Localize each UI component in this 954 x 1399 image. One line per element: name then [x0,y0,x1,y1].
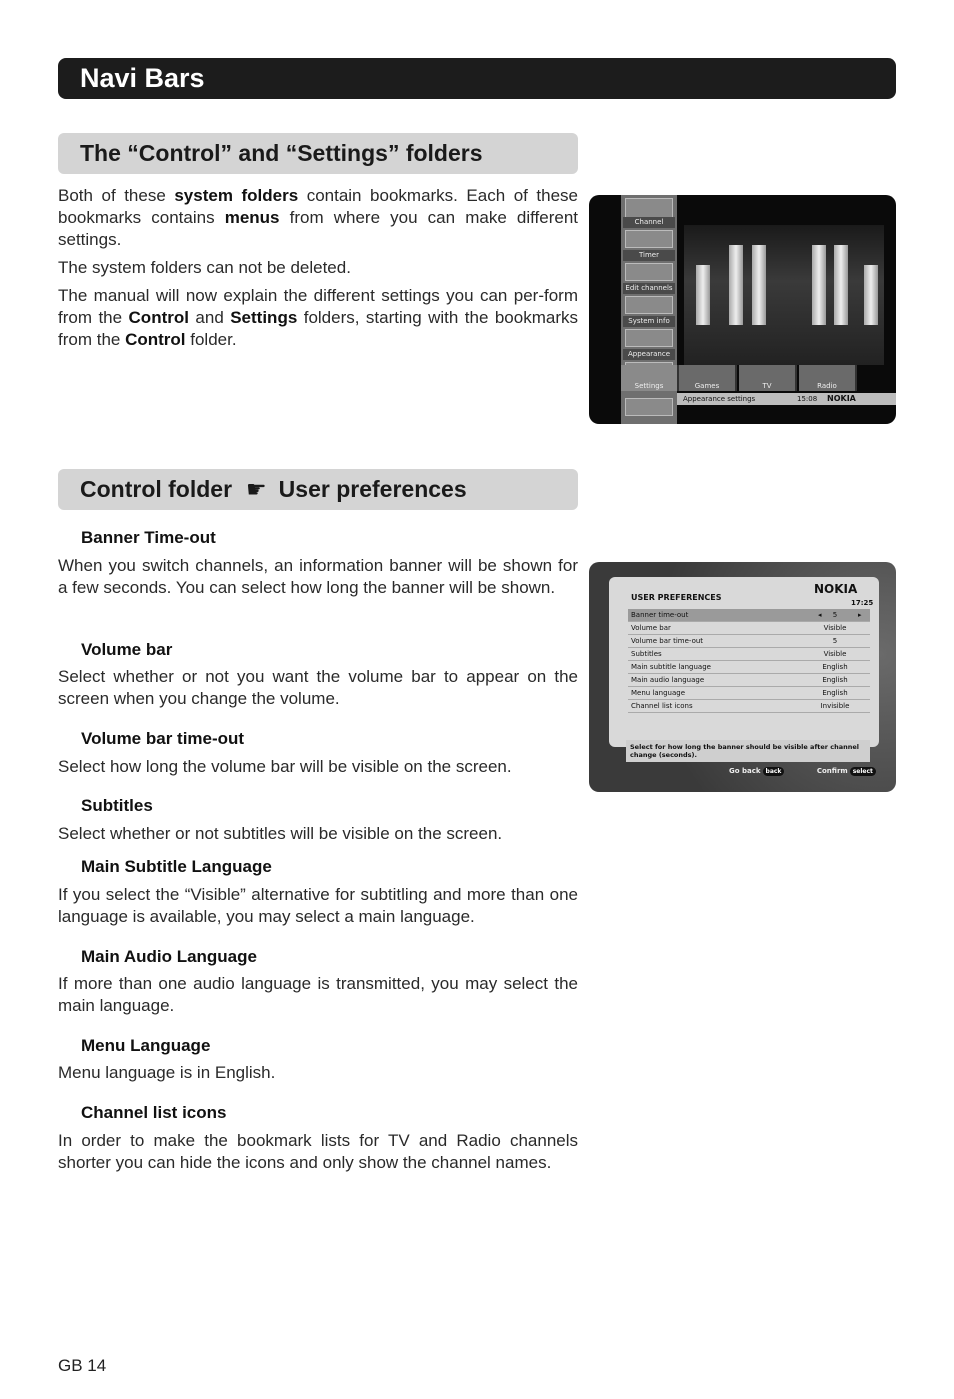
subheading-subtitles: Subtitles [81,796,153,815]
nokia-logo: NOKIA [814,582,858,596]
page-title-bar [58,58,896,99]
tab-radio: Radio [799,365,857,391]
arrow-left-icon: ◂ [818,611,822,619]
user-preferences-screenshot [589,562,896,792]
explain-paragraph: The manual will now explain the different settings you can per-form from the Control and Settings folders, starting with the bookmarks from the Control folder. [58,286,578,349]
screenshot-button-bar [729,767,879,781]
paragraph-main-subtitle-language: If you select the “Visible” alternative for subtitling and more than one language is available, you may select a main language. [58,885,578,926]
sidebar-appearance-label: Appearance [623,349,675,360]
info-icon [625,329,673,347]
preferences-heading: USER PREFERENCES [631,593,722,602]
paragraph-volume-bar-timeout: Select how long the volume bar will be visible on the screen. [58,757,512,776]
nokia-logo: NOKIA [827,394,856,403]
pref-row: Menu language English [628,687,870,700]
tab-settings: Settings [621,365,679,391]
arrow-right-icon: ▸ [858,611,862,619]
paragraph-menu-language: Menu language is in English. [58,1063,276,1082]
subheading-main-subtitle-language: Main Subtitle Language [81,857,272,876]
confirm-label: Confirm [816,767,848,775]
section-heading-bar-2 [58,469,578,510]
section-heading-user-prefs: Control folder ☛ User preferences [80,476,467,502]
section-heading-folders: The “Control” and “Settings” folders [80,140,483,166]
tab-games: Games [679,365,737,391]
settings-icon [625,398,673,416]
pref-row: Subtitles Visible [628,648,870,661]
subheading-volume-bar: Volume bar [81,640,173,659]
help-text: Select for how long the banner should be visible after channel change (seconds). [626,740,870,762]
status-time: 15:08 [797,395,818,403]
paragraph-volume-bar: Select whether or not you want the volume bar to appear on the screen when you change the volume. [58,667,578,708]
screenshot-status-bar [677,393,896,405]
status-text: Appearance settings [683,395,756,403]
screenshot-tab-row [634,365,896,391]
paragraph-subtitles: Select whether or not subtitles will be visible on the screen. [58,824,503,843]
subheading-banner-timeout: Banner Time-out [81,528,216,547]
section-heading-bar [58,133,578,174]
pointing-hand-icon: ☛ [246,476,267,502]
intro-paragraph: Both of these system folders contain bookmarks. Each of these bookmarks contains menus from where you can make different settings. [58,186,579,249]
timer-icon [625,263,673,281]
settings-menu-screenshot [589,195,896,424]
stage-image [684,225,884,365]
select-key-icon: select [850,767,876,776]
paragraph-channel-list-icons: In order to make the bookmark lists for TV and Radio channels shorter you can hide the icons and only show the channel names. [58,1131,578,1172]
delete-note-paragraph: The system folders can not be deleted. [58,258,351,277]
pref-row: Volume bar time-out 5 [628,635,870,648]
pref-row: Main audio language English [628,674,870,687]
pref-row: Main subtitle language English [628,661,870,674]
clock-readout: 17:25 [851,599,874,607]
paragraph-banner-timeout: When you switch channels, an information banner will be shown for a few seconds. You can select how long the banner will be shown. [58,556,578,597]
paragraph-main-audio-language: If more than one audio language is transmitted, you may select the main language. [58,974,578,1015]
subheading-menu-language: Menu Language [81,1036,211,1055]
subheading-volume-bar-timeout: Volume bar time-out [81,729,245,748]
go-back-label: Go back [729,767,761,775]
sidebar-edit-channels-label: Edit channels [623,283,675,294]
tab-tv: TV [739,365,797,391]
pref-row: Channel list icons Invisible [628,700,870,713]
folder-icon [625,198,673,218]
channel-icon [625,230,673,248]
back-key-icon: back [763,767,785,776]
pref-row: Banner time-out ◂ 5 ▸ [628,609,870,622]
pref-row: Volume bar Visible [628,622,870,635]
page-number: GB 14 [58,1356,107,1375]
sidebar-system-info-label: System info [623,316,675,327]
subheading-channel-list-icons: Channel list icons [81,1103,227,1122]
edit-icon [625,296,673,314]
sidebar-timer-label: Timer [623,250,675,261]
sidebar-channel-label: Channel [623,217,675,228]
page-title: Navi Bars [80,63,205,93]
subheading-main-audio-language: Main Audio Language [81,947,257,966]
